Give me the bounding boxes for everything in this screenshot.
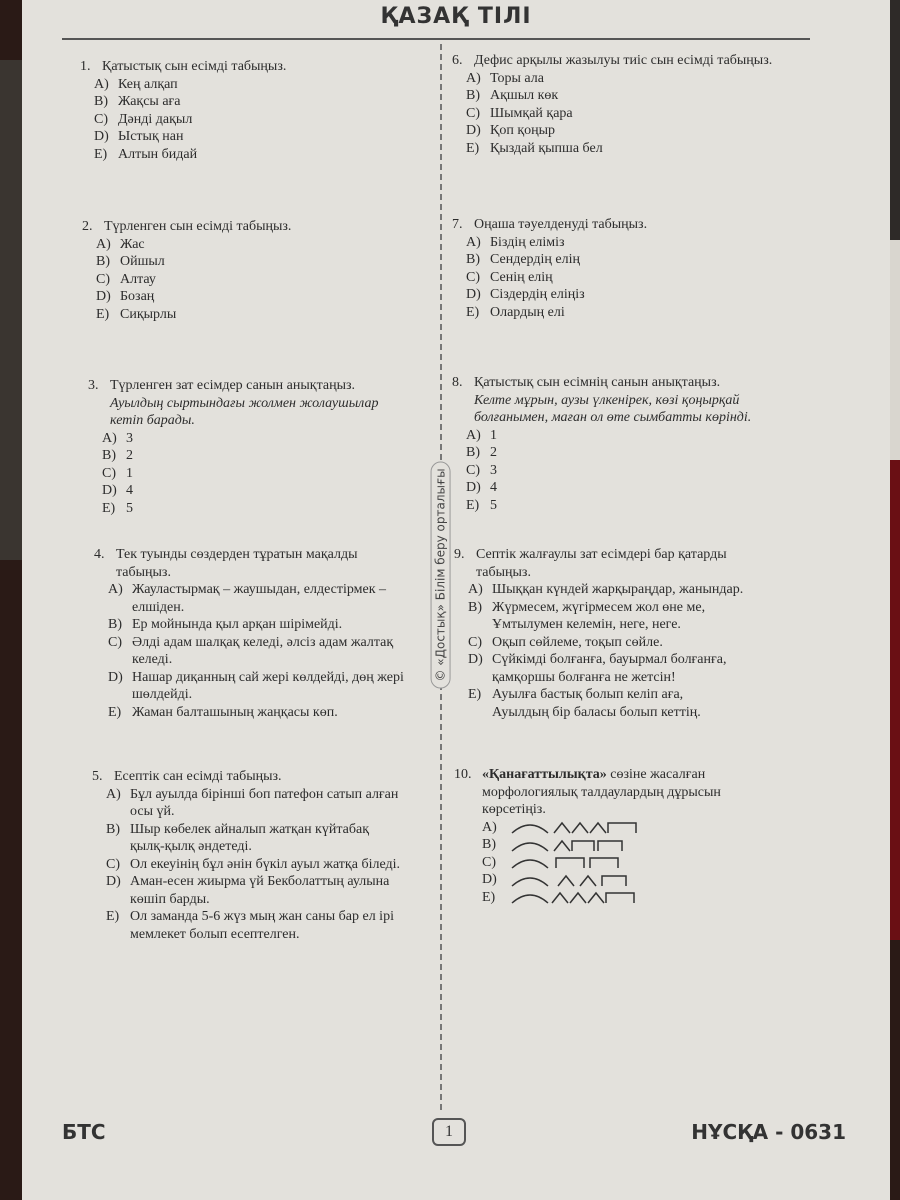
option-label: E) — [466, 497, 480, 513]
option-text: 2 — [490, 445, 497, 460]
option-c[interactable] — [108, 634, 434, 669]
option-a[interactable] — [108, 581, 434, 616]
option-label: A) — [106, 786, 121, 802]
question-6 — [452, 52, 832, 157]
option-d[interactable] — [108, 669, 434, 704]
option-text: қамқоршы болғанға не жетсін! — [492, 669, 676, 685]
option-e[interactable] — [466, 140, 832, 158]
option-b[interactable] — [466, 444, 842, 462]
option-b[interactable] — [96, 253, 427, 271]
option-a[interactable] — [96, 236, 427, 254]
option-label: E) — [468, 687, 482, 702]
option-label: B) — [102, 448, 116, 463]
suffix-caret-icon — [590, 823, 606, 833]
option-label: D) — [108, 669, 123, 685]
option-text: Жас — [120, 236, 145, 252]
option-label: B) — [466, 88, 480, 103]
suffix-caret-icon — [552, 893, 568, 903]
option-text: Ақшыл көк — [490, 88, 559, 103]
options-list — [466, 427, 842, 515]
option-text: Алтын бидай — [118, 146, 198, 162]
option-label: D) — [94, 129, 109, 144]
question-text: Түрленген сын есімді табыңыз. — [104, 219, 292, 234]
question-text: сөзіне жасалған — [606, 767, 706, 782]
suffix-caret-icon — [570, 893, 586, 903]
option-label: A) — [102, 430, 117, 446]
option-text: Сіздердің еліңіз — [490, 287, 585, 302]
option-text: 1 — [490, 427, 497, 443]
question-1 — [80, 58, 425, 163]
ending-bracket-icon — [572, 841, 594, 851]
option-b[interactable] — [102, 447, 428, 465]
option-a[interactable] — [466, 70, 832, 88]
option-text: Шыр көбелек айналып жатқан күйтабақ — [130, 821, 369, 837]
question-number: 6. — [452, 53, 463, 68]
option-text: елшіден. — [132, 599, 185, 615]
option-text: Алтау — [120, 271, 156, 287]
options-list — [466, 234, 832, 322]
option-text: Қоп қоңыр — [490, 123, 556, 138]
morpheme-diagram-c — [510, 854, 640, 870]
option-label: C) — [108, 634, 122, 650]
question-number: 7. — [452, 217, 463, 232]
option-label: A) — [466, 427, 481, 443]
option-text: Нашар диқанның сай жері көлдейді, дөң жері — [132, 669, 404, 685]
question-5 — [92, 768, 437, 943]
root-arc-icon — [512, 860, 548, 868]
question-8 — [452, 374, 842, 514]
option-label: A) — [94, 76, 109, 92]
option-text: Ол заманда 5-6 жүз мың жан саны бар ел ірі — [130, 909, 394, 924]
option-label: D) — [466, 287, 481, 302]
option-label: B) — [466, 252, 480, 267]
question-number: 4. — [94, 547, 105, 562]
ending-bracket-icon — [598, 841, 622, 851]
option-text: Шымқай қара — [490, 105, 573, 121]
options-list — [94, 76, 425, 164]
question-text: морфологиялық талдаулардың дұрысын — [482, 784, 721, 800]
option-d[interactable] — [102, 482, 428, 500]
option-text: 3 — [490, 462, 497, 478]
option-text: 4 — [126, 483, 133, 498]
option-a[interactable] — [482, 819, 834, 837]
variant-number: НҰСҚА - 0631 — [691, 1120, 846, 1144]
option-b[interactable] — [468, 599, 844, 634]
question-text: көрсетіңіз. — [482, 802, 546, 817]
option-c[interactable] — [102, 465, 428, 483]
option-label: A) — [108, 582, 123, 597]
option-text: Әлді адам шалқақ келеді, әлсіз адам жалтақ — [132, 634, 394, 650]
question-sentence: болғанымен, маған ол өте сымбатты көрінді. — [474, 410, 752, 425]
option-label: D) — [102, 483, 117, 498]
option-d[interactable] — [468, 651, 844, 686]
morpheme-diagram-b — [510, 837, 640, 853]
option-e[interactable] — [108, 704, 434, 722]
option-text: 4 — [490, 480, 497, 495]
option-label: D) — [482, 872, 497, 887]
question-3 — [88, 377, 428, 517]
question-number: 2. — [82, 219, 93, 234]
suffix-caret-icon — [554, 841, 570, 851]
morpheme-diagram-e — [510, 889, 640, 905]
root-arc-icon — [512, 843, 548, 851]
option-label: C) — [466, 269, 480, 285]
suffix-caret-icon — [554, 823, 570, 833]
option-e[interactable] — [482, 889, 834, 907]
option-text: Ыстық нан — [118, 129, 184, 144]
option-text: Сендердің елің — [490, 252, 580, 267]
test-page — [22, 0, 890, 1200]
options-list — [108, 581, 434, 721]
option-label: A) — [466, 234, 481, 250]
option-label: C) — [102, 465, 116, 481]
option-text: Жақсы аға — [118, 94, 181, 109]
option-e[interactable] — [106, 908, 437, 943]
option-b[interactable] — [94, 93, 425, 111]
option-text: Оқып сөйлеме, тоқып сөйле. — [492, 634, 663, 650]
option-text: Ойшыл — [120, 254, 165, 269]
option-text: Ұмтылумен келемін, неге, неге. — [492, 617, 681, 632]
option-c[interactable] — [106, 856, 437, 874]
question-text: Тек туынды сөздерден тұратын мақалды — [116, 547, 358, 562]
option-e[interactable] — [96, 306, 427, 324]
option-label: C) — [96, 271, 110, 287]
option-text: 1 — [126, 465, 133, 481]
option-d[interactable] — [466, 122, 832, 140]
option-a[interactable] — [94, 76, 425, 94]
option-d[interactable] — [482, 871, 834, 889]
option-c[interactable] — [468, 634, 844, 652]
question-4 — [94, 546, 434, 721]
option-e[interactable] — [466, 497, 842, 515]
question-number: 5. — [92, 769, 103, 784]
suffix-caret-icon — [558, 876, 574, 886]
option-label: E) — [106, 909, 120, 924]
option-c[interactable] — [94, 111, 425, 129]
option-b[interactable] — [466, 87, 832, 105]
option-label: D) — [466, 123, 481, 138]
option-label: A) — [96, 236, 111, 252]
option-text: 3 — [126, 430, 133, 446]
option-label: E) — [102, 500, 116, 516]
question-text: Оңаша тәуелденуді табыңыз. — [474, 217, 648, 232]
question-text: Қатыстық сын есімді табыңыз. — [102, 59, 287, 74]
option-label: E) — [96, 306, 110, 322]
watermark-text: © «Достық» Білім беру орталығы — [431, 461, 451, 688]
question-2 — [82, 218, 427, 323]
option-text: осы үй. — [130, 804, 175, 819]
option-label: C) — [106, 856, 120, 872]
suffix-caret-icon — [588, 893, 604, 903]
ending-bracket-icon — [556, 858, 584, 868]
question-text: Септік жалғаулы зат есімдері бар қатарды — [476, 547, 727, 562]
ending-bracket-icon — [602, 876, 626, 886]
option-text: Шыққан күндей жарқыраңдар, жанындар. — [492, 582, 744, 597]
option-label: C) — [94, 111, 108, 127]
option-d[interactable] — [94, 128, 425, 146]
options-list — [482, 819, 834, 907]
page-title: ҚАЗАҚ ТІЛІ — [380, 4, 532, 29]
question-10 — [454, 766, 834, 906]
option-label: A) — [482, 819, 497, 835]
page-number: 1 — [432, 1118, 466, 1146]
option-d[interactable] — [106, 873, 437, 908]
option-text: 5 — [490, 497, 497, 513]
option-text: Ер мойнында қыл арқан шірімейді. — [132, 617, 343, 632]
morpheme-diagram-d — [510, 872, 640, 888]
option-text: Сүйкімді болғанға, бауырмал болғанға, — [492, 652, 727, 667]
option-label: B) — [96, 254, 110, 269]
header-divider — [62, 38, 810, 40]
question-7 — [452, 216, 832, 321]
option-text: Аман-есен жиырма үй Бекболаттың аулына — [130, 874, 390, 889]
question-text: табыңыз. — [476, 564, 531, 580]
question-number: 1. — [80, 59, 91, 74]
option-label: D) — [96, 289, 111, 304]
option-text: 5 — [126, 500, 133, 516]
question-text: Есептік сан есімді табыңыз. — [114, 769, 282, 784]
root-arc-icon — [512, 895, 548, 903]
option-label: E) — [94, 146, 108, 162]
question-9 — [454, 546, 844, 721]
option-text: көшіп барды. — [130, 891, 210, 907]
question-sentence: Ауылдың сыртындағы жолмен жолаушылар — [110, 395, 379, 411]
question-sentence: кетіп барады. — [110, 413, 195, 428]
option-label: E) — [108, 704, 122, 720]
option-text: Олардың елі — [490, 304, 565, 320]
option-text: Бұл ауылда бірінші боп патефон сатып алған — [130, 786, 399, 802]
option-label: B) — [106, 821, 120, 837]
options-list — [102, 430, 428, 518]
question-text: Қатыстық сын есімнің санын анықтаңыз. — [474, 375, 721, 390]
option-label: D) — [106, 874, 121, 889]
option-text: Дәнді дақыл — [118, 111, 193, 127]
option-label: C) — [466, 462, 480, 478]
question-number: 10. — [454, 767, 472, 782]
option-label: B) — [482, 837, 496, 852]
option-e[interactable] — [102, 500, 428, 518]
option-e[interactable] — [468, 686, 844, 721]
option-text: Бозаң — [120, 289, 155, 304]
option-text: мемлекет болып есептелген. — [130, 926, 300, 942]
question-number: 8. — [452, 375, 463, 390]
option-label: B) — [466, 445, 480, 460]
option-b[interactable] — [106, 821, 437, 856]
option-label: B) — [94, 94, 108, 109]
option-a[interactable] — [466, 427, 842, 445]
option-text: Ауылға бастық болып келіп аға, — [492, 687, 684, 702]
options-list — [466, 70, 832, 158]
morpheme-diagram-a — [510, 819, 640, 835]
option-e[interactable] — [466, 304, 832, 322]
option-text: 2 — [126, 448, 133, 463]
option-b[interactable] — [466, 251, 832, 269]
option-text: Жүрмесем, жүгірмесем жол өне ме, — [492, 599, 706, 615]
question-number: 9. — [454, 547, 465, 562]
suffix-caret-icon — [572, 823, 588, 833]
option-a[interactable] — [102, 430, 428, 448]
option-a[interactable] — [106, 786, 437, 821]
options-list — [106, 786, 437, 944]
question-text: Түрленген зат есімдер санын анықтаңыз. — [110, 378, 356, 393]
option-text: Сенің елің — [490, 269, 553, 285]
option-text: қылқ-қылқ әндетеді. — [130, 839, 252, 854]
option-label: B) — [468, 599, 482, 615]
option-d[interactable] — [96, 288, 427, 306]
option-label: C) — [482, 854, 496, 870]
option-a[interactable] — [468, 581, 844, 599]
option-text: Жауластырмақ – жаушыдан, елдестірмек – — [132, 582, 387, 597]
option-label: D) — [468, 652, 483, 667]
ending-bracket-icon — [606, 893, 634, 903]
suffix-caret-icon — [580, 876, 596, 886]
option-label: E) — [466, 304, 480, 320]
question-sentence: Келте мұрын, аузы үлкенірек, көзі қоңырқай — [474, 392, 740, 408]
option-label: A) — [468, 582, 483, 597]
option-text: Жаман балташының жаңқасы көп. — [132, 704, 338, 720]
options-list — [96, 236, 427, 324]
footer-publisher: БТС — [62, 1120, 106, 1144]
option-c[interactable] — [482, 854, 834, 872]
option-c[interactable] — [466, 462, 842, 480]
option-b[interactable] — [108, 616, 434, 634]
option-text: Біздің еліміз — [490, 234, 565, 250]
ending-bracket-icon — [608, 823, 636, 833]
question-text: табыңыз. — [116, 564, 171, 580]
option-text: Торы ала — [490, 70, 544, 86]
option-c[interactable] — [96, 271, 427, 289]
option-text: Сиқырлы — [120, 306, 177, 322]
option-text: Ол екеуінің бұл әнін бүкіл ауыл жатқа біледі. — [130, 856, 400, 872]
option-label: B) — [108, 617, 122, 632]
option-text: Ауылдың бір баласы болып кеттің. — [492, 704, 701, 720]
option-text: Қыздай қыпша бел — [490, 140, 603, 156]
options-list — [468, 581, 844, 721]
question-keyword: «Қанағаттылықта» — [482, 767, 607, 782]
option-c[interactable] — [466, 105, 832, 123]
option-text: шөлдейді. — [132, 687, 193, 702]
option-d[interactable] — [466, 286, 832, 304]
option-d[interactable] — [466, 479, 842, 497]
root-arc-icon — [512, 878, 548, 886]
root-arc-icon — [512, 825, 548, 833]
option-c[interactable] — [466, 269, 832, 287]
option-label: E) — [482, 889, 496, 905]
option-label: A) — [466, 70, 481, 86]
question-text: Дефис арқылы жазылуы тиіс сын есімді табыңыз. — [474, 53, 773, 68]
option-label: E) — [466, 140, 480, 156]
option-text: Кең алқап — [118, 76, 178, 92]
ending-bracket-icon — [590, 858, 618, 868]
option-label: D) — [466, 480, 481, 495]
option-label: C) — [466, 105, 480, 121]
option-a[interactable] — [466, 234, 832, 252]
option-b[interactable] — [482, 836, 834, 854]
option-e[interactable] — [94, 146, 425, 164]
option-label: C) — [468, 634, 482, 650]
option-text: келеді. — [132, 652, 173, 667]
question-number: 3. — [88, 378, 99, 393]
